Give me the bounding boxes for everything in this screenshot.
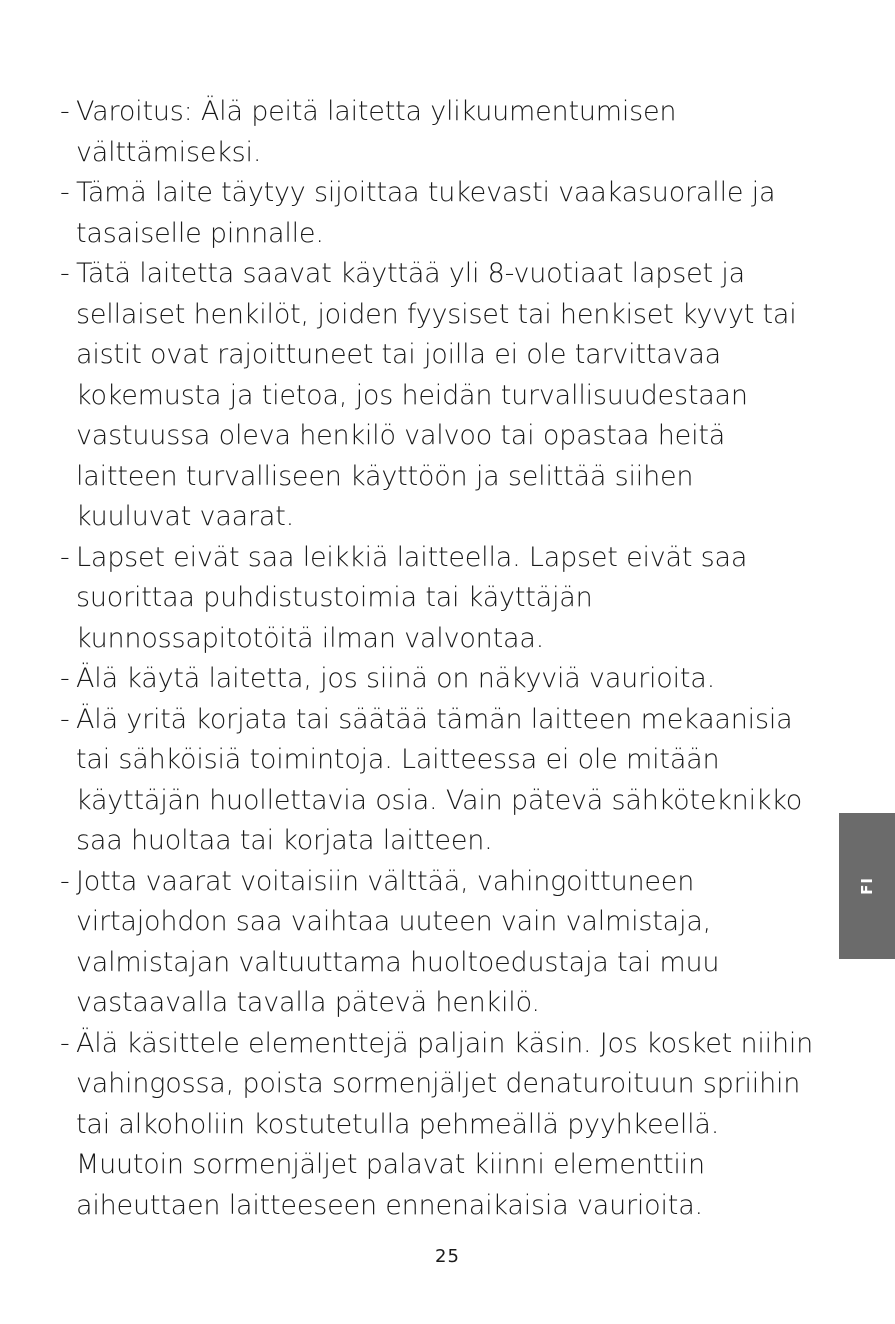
list-item-text: Älä käytä laitetta, jos siinä on näkyviä vaurioita. — [76, 663, 716, 694]
bullet-dash: - — [60, 96, 70, 127]
list-item-text: Jotta vaarat voitaisiin välttää, vahingoittuneen virtajohdon saa vaihtaa uuteen vain valmistaja, valmistajan valtuuttama huoltoedustaja tai muu vastaavalla tavalla pätevä henkilö. — [76, 865, 720, 1018]
list-item-text: Älä käsittele elementtejä paljain käsin. Jos kosket niihin vahingossa, poista sormenjäljet denaturoituun spriihin tai alkoholiin kostutetulla pehmeällä pyyhkeellä. Muutoin sormenjäljet palavat kiinni elementtiin aiheuttaen laitteeseen ennenaikaisia vaurioita. — [76, 1027, 814, 1221]
list-item-text: Varoitus: Älä peitä laitetta ylikuumentumisen välttämiseksi. — [76, 96, 677, 168]
list-item-text: Tätä laitetta saavat käyttää yli 8-vuotiaat lapset ja sellaiset henkilöt, joiden fyysiset tai henkiset kyvyt tai aistit ovat rajoittuneet tai joilla ei ole tarvittavaa kokemusta ja tietoa, jos heidän turvallisuudestaan vastuussa oleva henkilö valvoo tai opastaa heitä laitteen turvalliseen käyttöön ja selittää siihen kuuluvat vaarat. — [76, 258, 797, 532]
list-item — [60, 862, 840, 1024]
list-item — [60, 1024, 840, 1227]
list-item — [60, 538, 840, 660]
list-item-text: Älä yritä korjata tai säätää tämän laitteen mekaanisia tai sähköisiä toimintoja. Laitteessa ei ole mitään käyttäjän huollettavia osia. Vain pätevä sähköteknikko saa huoltaa tai korjata laitteen. — [76, 703, 803, 856]
bullet-dash: - — [60, 177, 70, 208]
list-item — [60, 700, 840, 862]
list-item — [60, 173, 840, 254]
page-number: 25 — [435, 1246, 460, 1267]
bullet-dash: - — [60, 703, 70, 735]
language-tab-label: FI — [857, 877, 876, 895]
language-tab — [839, 813, 895, 959]
bullet-dash: - — [60, 1027, 70, 1059]
list-item-text: Lapset eivät saa leikkiä laitteella. Lapset eivät saa suorittaa puhdistustoimia tai käyttäjän kunnossapitotöitä ilman valvontaa. — [76, 541, 748, 654]
list-item — [60, 254, 840, 538]
bullet-dash: - — [60, 258, 70, 289]
bullet-dash: - — [60, 865, 70, 897]
list-item — [60, 659, 840, 700]
list-item — [60, 92, 840, 173]
list-item-text: Tämä laite täytyy sijoittaa tukevasti vaakasuoralle ja tasaiselle pinnalle. — [76, 177, 776, 249]
bullet-dash: - — [60, 663, 70, 694]
warning-list — [60, 92, 840, 1226]
bullet-dash: - — [60, 541, 70, 573]
